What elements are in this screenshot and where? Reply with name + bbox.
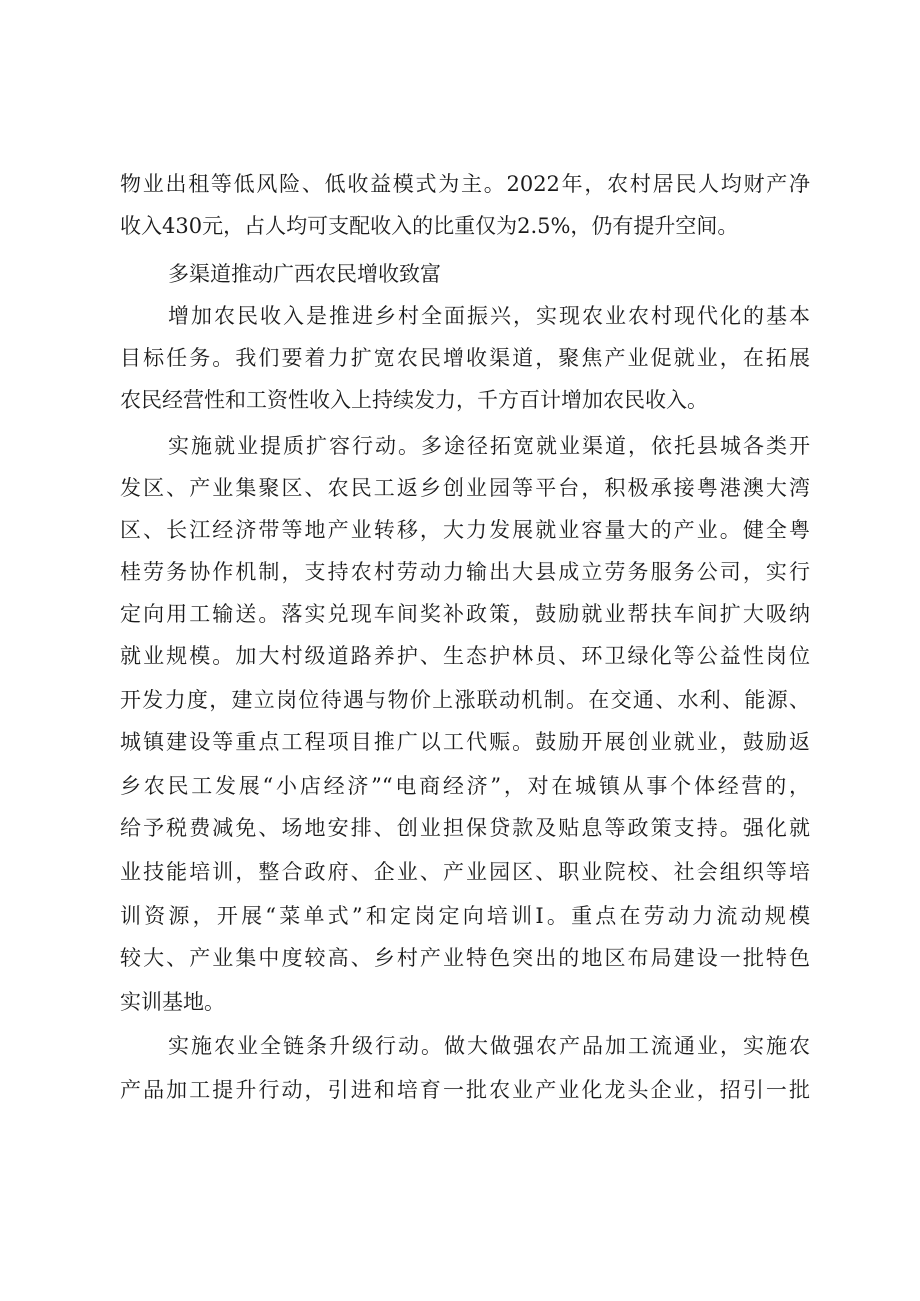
paragraph-line: 物业出租等低风险、低收益模式为主。2022年，农村居民人均财产净 bbox=[120, 172, 810, 196]
section-heading: 多渠道推动广西农民增收致富 bbox=[168, 262, 441, 286]
paragraph-line: 农民经营性和工资性收入上持续发力，千方百计增加农民收入。 bbox=[120, 388, 708, 412]
paragraph-line: 桂劳务协作机制，支持农村劳动力输出大县成立劳务服务公司，实行 bbox=[120, 560, 810, 584]
paragraph-line: 训资源，开展“菜单式”和定岗定向培训I。重点在劳动力流动规模 bbox=[120, 904, 810, 928]
paragraph-line: 业技能培训，整合政府、企业、产业园区、职业院校、社会组织等培 bbox=[120, 860, 810, 884]
paragraph-line: 乡农民工发展“小店经济”“电商经济”，对在城镇从事个体经营的， bbox=[120, 774, 810, 798]
paragraph-line: 开发力度，建立岗位待遇与物价上涨联动机制。在交通、水利、能源、 bbox=[120, 688, 810, 712]
paragraph-line: 定向用工输送。落实兑现车间奖补政策，鼓励就业帮扶车间扩大吸纳 bbox=[120, 602, 810, 626]
paragraph-line: 产品加工提升行动，引进和培育一批农业产业化龙头企业，招引一批 bbox=[120, 1078, 810, 1102]
paragraph-line: 实施农业全链条升级行动。做大做强农产品加工流通业，实施农 bbox=[168, 1034, 810, 1058]
paragraph-line: 城镇建设等重点工程项目推广以工代赈。鼓励开展创业就业，鼓励返 bbox=[120, 730, 810, 754]
paragraph-line: 目标任务。我们要着力扩宽农民增收渠道，聚焦产业促就业，在拓展 bbox=[120, 346, 810, 370]
paragraph-line: 就业规模。加大村级道路养护、生态护林员、环卫绿化等公益性岗位 bbox=[120, 644, 810, 668]
paragraph-line: 收入430元，占人均可支配收入的比重仅为2.5%，仍有提升空间。 bbox=[120, 214, 739, 238]
paragraph-line: 给予税费减免、场地安排、创业担保贷款及贴息等政策支持。强化就 bbox=[120, 816, 810, 840]
paragraph-line: 实训基地。 bbox=[120, 990, 225, 1014]
paragraph-line: 较大、产业集中度较高、乡村产业特色突出的地区布局建设一批特色 bbox=[120, 946, 810, 970]
paragraph-line: 实施就业提质扩容行动。多途径拓宽就业渠道，依托县城各类开 bbox=[168, 434, 810, 458]
paragraph-line: 发区、产业集聚区、农民工返乡创业园等平台，积极承接粤港澳大湾 bbox=[120, 476, 810, 500]
paragraph-line: 增加农民收入是推进乡村全面振兴，实现农业农村现代化的基本 bbox=[168, 304, 810, 328]
paragraph-line: 区、长江经济带等地产业转移，大力发展就业容量大的产业。健全粤 bbox=[120, 518, 810, 542]
